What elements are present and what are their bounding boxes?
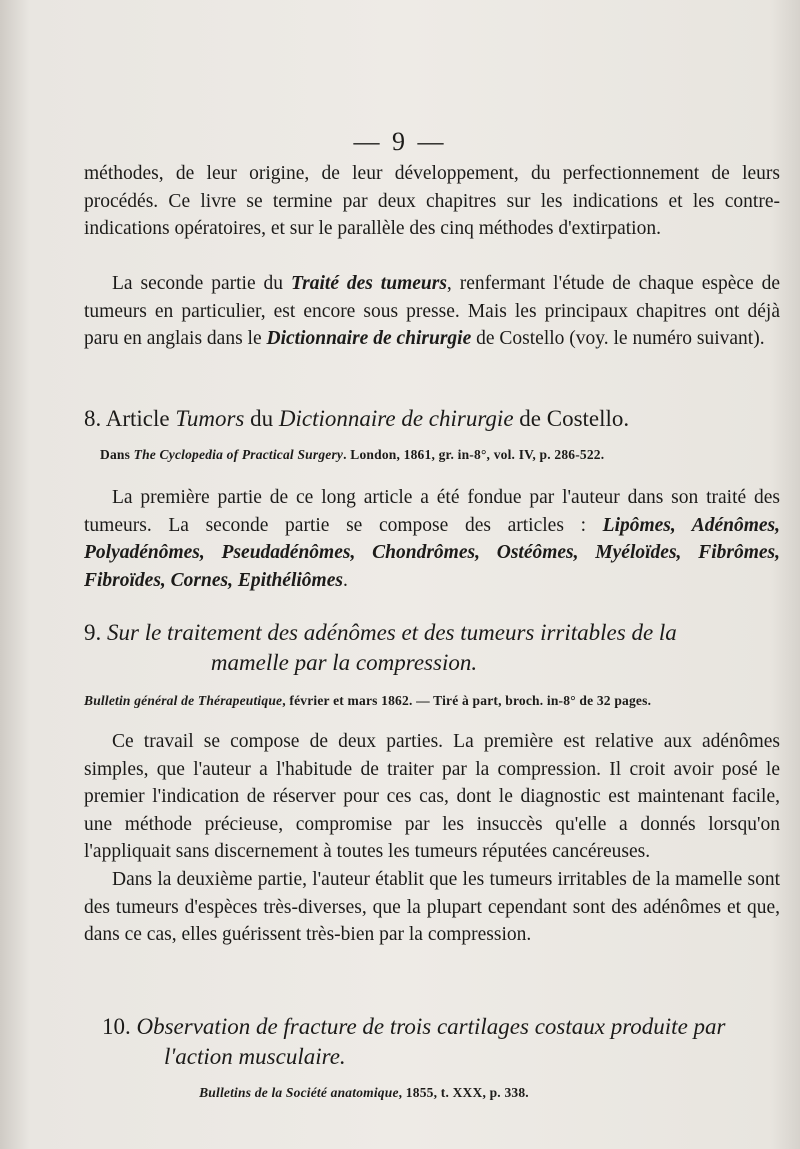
item-9-number: 9. bbox=[84, 620, 102, 645]
item-9-title-line1: Sur le traitement des adénômes et des tumeurs irritables de la bbox=[107, 620, 677, 645]
item-9-heading bbox=[84, 618, 780, 648]
paragraph-seconde-partie bbox=[84, 270, 780, 353]
item-8-ref-b: . London, 1861, gr. in-8°, vol. IV, p. 286-522. bbox=[343, 447, 605, 462]
paragraph-methods bbox=[84, 160, 780, 243]
item-9 bbox=[84, 618, 780, 949]
dictionnaire-title: Dictionnaire de chirurgie bbox=[266, 328, 472, 350]
item-10-number: 10. bbox=[102, 1014, 131, 1039]
item-8-number: 8. bbox=[84, 406, 102, 431]
paragraph-methods-text: méthodes, de leur origine, de leur développement, du perfectionnement de leurs procédés. Ce livre se termine par deux chapitres sur les indications et les contre-indications opératoires, et sur le parallèle des cinq méthodes d'extirpation. bbox=[84, 163, 780, 240]
item-8-ref-title: The Cyclopedia of Practical Surgery bbox=[133, 447, 344, 462]
item-9-ref-title: Bulletin général de Thérapeutique bbox=[84, 693, 283, 708]
item-10-title-line2: l'action musculaire. bbox=[164, 1044, 346, 1069]
item-9-paragraph-1: Ce travail se compose de deux parties. La première est relative aux adénômes simples, que l'auteur a l'habitude de traiter par la compression. Il croit avoir posé le premier l'indication de réserver pour ces cas, dont le diagnostic est maintenant facile, une méthode précieuse, compromise par les insuccès qu'elle a donnés lorsqu'on l'appliquait sans discernement à toutes les tumeurs réputées cancéreuses. bbox=[84, 731, 780, 863]
item-10-heading bbox=[84, 1012, 780, 1042]
seconde-text-c: de Costello (voy. le numéro suivant). bbox=[471, 328, 765, 350]
item-8-article-list: Lipômes, Adénômes, Polyadénômes, Pseudadénômes, Chondrômes, Ostéômes, Myéloïdes, Fibrômes, Fibroïdes, Cornes, Epithéliômes bbox=[84, 514, 780, 591]
item-8-text-a: Article bbox=[105, 406, 176, 431]
item-8-text-c: de Costello. bbox=[513, 406, 630, 431]
item-9-ref-b: , février et mars 1862. — Tiré à part, broch. in-8° de 32 pages. bbox=[282, 693, 652, 708]
item-8-tumors: Tumors bbox=[175, 406, 245, 431]
item-10-ref-b: , 1855, t. XXX, p. 338. bbox=[398, 1085, 529, 1100]
item-8-ref-a: Dans bbox=[100, 447, 134, 462]
traite-title: Traité des tumeurs bbox=[290, 273, 447, 294]
item-10 bbox=[84, 1012, 780, 1102]
item-10-reference bbox=[84, 1084, 644, 1102]
item-8 bbox=[84, 404, 780, 594]
item-8-heading bbox=[84, 404, 780, 434]
item-8-reference bbox=[84, 446, 780, 464]
item-8-dict: Dictionnaire de chirurgie bbox=[278, 406, 514, 431]
item-8-para-a: La première partie de ce long article a été fondue par l'auteur dans son traité des tumeurs. La seconde partie se compose des articles : bbox=[84, 487, 780, 536]
seconde-text-b: , renfermant l'étude de chaque espèce de tumeurs en particulier, est encore sous presse. Mais les principaux chapitres ont déjà paru en anglais dans le bbox=[84, 273, 780, 350]
item-8-para-end: . bbox=[342, 569, 348, 591]
item-9-reference bbox=[84, 692, 780, 710]
item-10-ref-title: Bulletins de la Société anatomique bbox=[199, 1085, 399, 1100]
page-number: — 9 — bbox=[353, 127, 447, 156]
item-9-paragraph-2: Dans la deuxième partie, l'auteur établit que les tumeurs irritables de la mamelle sont des tumeurs d'espèces très-diverses, que la plupart cependant sont des adénômes et que, dans ce cas, elles guérissent très-bien par la compression. bbox=[84, 868, 780, 946]
item-8-paragraph bbox=[84, 484, 780, 594]
item-10-title-line1: Observation de fracture de trois cartilages costaux produite par bbox=[136, 1014, 726, 1039]
seconde-text-a: La seconde partie du bbox=[112, 273, 291, 294]
item-9-title-line2: mamelle par la compression. bbox=[210, 650, 478, 675]
item-8-text-b: du bbox=[244, 406, 279, 431]
